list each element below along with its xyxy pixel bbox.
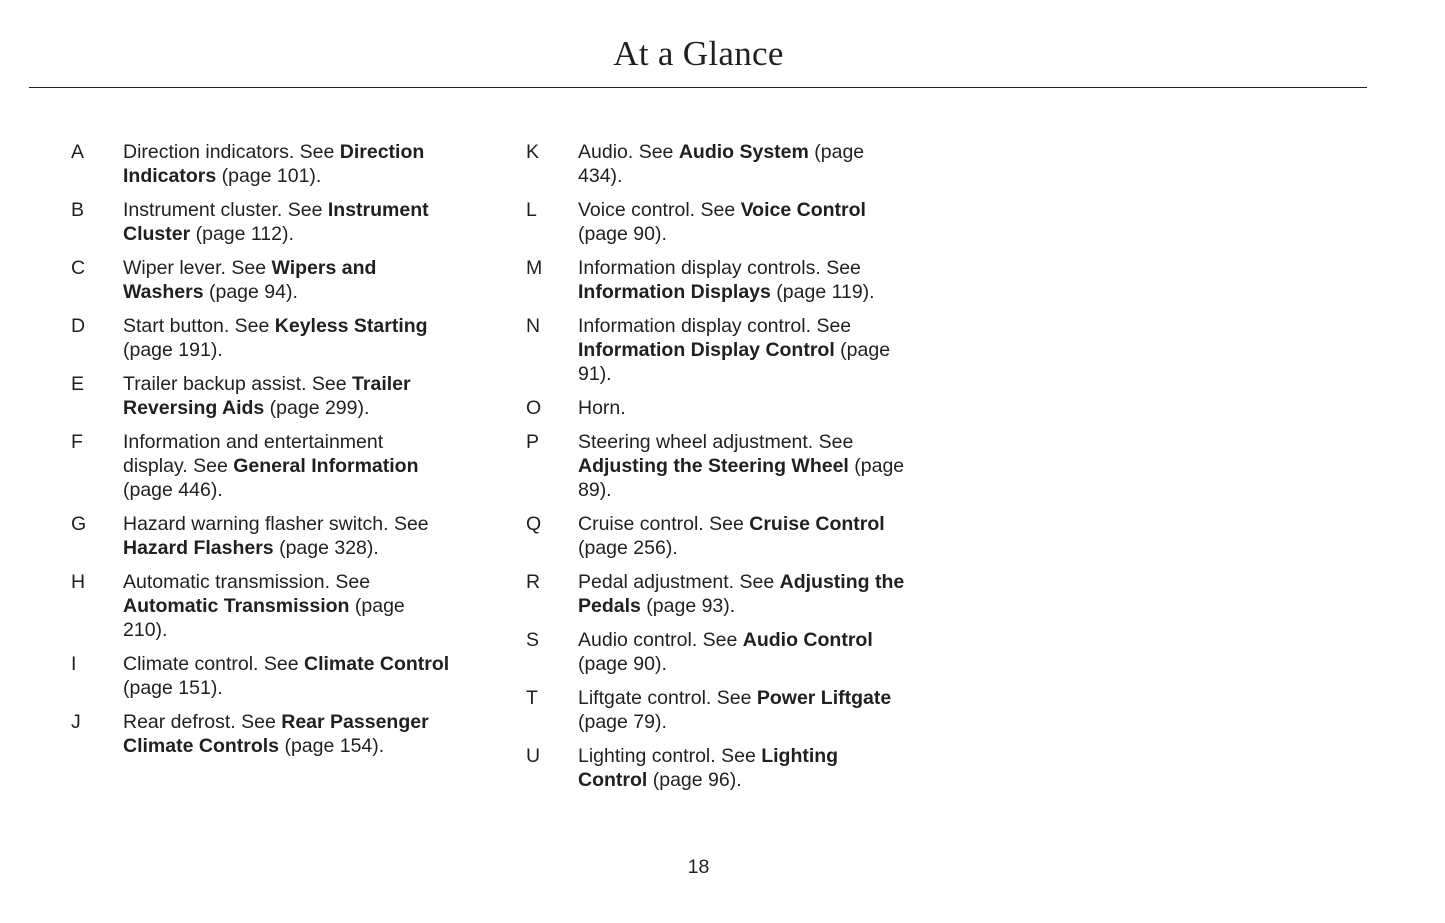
entry-letter: B xyxy=(71,199,85,221)
entry-text: Cruise control. See xyxy=(578,513,750,535)
entry-text: Lighting control. See xyxy=(578,745,762,767)
entry-page-ref: (page 328). xyxy=(273,537,379,559)
entry-description xyxy=(578,140,908,188)
entry-letter: F xyxy=(71,431,83,453)
entry-text: Voice control. See xyxy=(578,199,741,221)
entry-description xyxy=(123,372,453,420)
page-number: 18 xyxy=(687,856,710,878)
legend-entry-s xyxy=(526,628,908,676)
entry-text: Information display control. See xyxy=(578,315,852,337)
entry-reference-link: Power Liftgate xyxy=(756,687,892,709)
legend-entry-f xyxy=(71,430,453,502)
page-title: At a Glance xyxy=(613,34,784,73)
legend-entry-m xyxy=(526,256,908,304)
entry-description xyxy=(578,256,908,304)
legend-entry-r xyxy=(526,570,908,618)
entry-letter: M xyxy=(526,257,543,279)
legend-entry-l xyxy=(526,198,908,246)
entry-text: Climate control. See xyxy=(123,653,304,675)
entry-reference-link: Adjusting the Steering Wheel xyxy=(578,455,849,477)
entry-reference-link: Trailer Reversing Aids xyxy=(123,373,411,419)
entry-reference-link: Voice Control xyxy=(740,199,866,221)
entry-reference-link: Lighting Control xyxy=(578,745,839,791)
entry-text: Instrument cluster. See xyxy=(123,199,328,221)
header-rule xyxy=(29,87,1367,88)
entry-description xyxy=(578,430,908,502)
entry-letter: P xyxy=(526,431,540,453)
entry-letter: O xyxy=(526,397,542,419)
legend-entry-u xyxy=(526,744,908,792)
entry-letter: U xyxy=(526,745,541,767)
entry-letter: E xyxy=(71,373,85,395)
entry-description xyxy=(123,710,453,758)
entry-letter: I xyxy=(71,653,77,675)
entry-reference-link: Wipers and Washers xyxy=(123,257,377,303)
entry-reference-link: General Information xyxy=(233,455,419,477)
entry-description xyxy=(578,744,908,792)
entry-reference-link: Information Display Control xyxy=(578,339,835,361)
entry-page-ref: (page 91). xyxy=(578,339,891,385)
entry-page-ref: (page 191). xyxy=(123,339,223,361)
legend-entry-b xyxy=(71,198,453,246)
entry-description xyxy=(123,430,453,502)
entry-reference-link: Audio System xyxy=(678,141,809,163)
entry-reference-link: Direction Indicators xyxy=(123,141,425,187)
entry-reference-link: Cruise Control xyxy=(749,513,885,535)
entry-letter: D xyxy=(71,315,86,337)
legend-entry-t xyxy=(526,686,908,734)
legend-entry-g xyxy=(71,512,453,560)
entry-description xyxy=(578,570,908,618)
legend-column-left xyxy=(71,140,453,768)
entry-text: Trailer backup assist. See xyxy=(123,373,353,395)
legend-entry-e xyxy=(71,372,453,420)
entry-text: Direction indicators. See xyxy=(123,141,340,163)
entry-reference-link: Automatic Transmission xyxy=(123,595,350,617)
entry-page-ref: (page 151). xyxy=(123,677,223,699)
entry-letter: H xyxy=(71,571,86,593)
entry-letter: A xyxy=(71,141,85,163)
entry-reference-link: Climate Control xyxy=(304,653,450,675)
entry-description xyxy=(123,256,453,304)
entry-reference-link: Instrument Cluster xyxy=(123,199,429,245)
entry-text: Steering wheel adjustment. See xyxy=(578,431,854,453)
entry-page-ref: (page 90). xyxy=(578,223,667,245)
entry-text: Start button. See xyxy=(123,315,275,337)
legend-entry-q xyxy=(526,512,908,560)
entry-text: Information display controls. See xyxy=(578,257,861,279)
entry-description xyxy=(578,512,908,560)
entry-letter: Q xyxy=(526,513,542,535)
legend-entry-d xyxy=(71,314,453,362)
entry-description xyxy=(123,570,453,642)
entry-description xyxy=(578,686,908,734)
entry-page-ref: (page 96). xyxy=(647,769,742,791)
entry-description xyxy=(578,396,908,420)
entry-description xyxy=(578,198,908,246)
entry-page-ref: (page 89). xyxy=(578,455,905,501)
legend-entry-o xyxy=(526,396,908,420)
entry-letter: C xyxy=(71,257,86,279)
entry-page-ref: (page 210). xyxy=(123,595,405,641)
legend-column-right xyxy=(526,140,908,802)
entry-page-ref: (page 256). xyxy=(578,537,678,559)
legend-entry-i xyxy=(71,652,453,700)
entry-letter: J xyxy=(71,711,81,733)
entry-reference-link: Hazard Flashers xyxy=(123,537,274,559)
entry-text: Automatic transmission. See xyxy=(123,571,371,593)
entry-page-ref: (page 119). xyxy=(770,281,875,303)
entry-page-ref: (page 299). xyxy=(264,397,370,419)
legend-entry-n xyxy=(526,314,908,386)
entry-page-ref: (page 112). xyxy=(190,223,294,245)
entry-letter: N xyxy=(526,315,541,337)
legend-entry-k xyxy=(526,140,908,188)
entry-text: Audio. See xyxy=(578,141,679,163)
entry-page-ref: (page 434). xyxy=(578,141,865,187)
entry-page-ref: (page 154). xyxy=(279,735,385,757)
entry-description xyxy=(578,628,908,676)
entry-description xyxy=(123,140,453,188)
entry-reference-link: Adjusting the Pedals xyxy=(578,571,905,617)
entry-page-ref: (page 94). xyxy=(203,281,298,303)
entry-description xyxy=(123,512,453,560)
entry-description xyxy=(123,198,453,246)
entry-page-ref: (page 90). xyxy=(578,653,667,675)
entry-text: Audio control. See xyxy=(578,629,743,651)
entry-page-ref: (page 101). xyxy=(216,165,322,187)
entry-letter: K xyxy=(526,141,540,163)
entry-description xyxy=(123,652,453,700)
entry-page-ref: (page 79). xyxy=(578,711,667,733)
entry-text: Pedal adjustment. See xyxy=(578,571,780,593)
legend-entry-a xyxy=(71,140,453,188)
legend-entry-j xyxy=(71,710,453,758)
entry-text: Horn. xyxy=(578,397,626,419)
entry-text: Wiper lever. See xyxy=(123,257,272,279)
entry-letter: L xyxy=(526,199,537,221)
entry-reference-link: Audio Control xyxy=(742,629,873,651)
entry-reference-link: Information Displays xyxy=(578,281,771,303)
entry-reference-link: Keyless Starting xyxy=(274,315,428,337)
entry-text: Information and entertainment display. See xyxy=(123,431,384,477)
entry-text: Liftgate control. See xyxy=(578,687,757,709)
entry-reference-link: Rear Passenger Climate Controls xyxy=(123,711,429,757)
entry-letter: T xyxy=(526,687,538,709)
entry-text: Rear defrost. See xyxy=(123,711,282,733)
legend-entry-c xyxy=(71,256,453,304)
entry-page-ref: (page 446). xyxy=(123,479,223,501)
legend-entry-h xyxy=(71,570,453,642)
entry-description xyxy=(123,314,453,362)
entry-text: Hazard warning flasher switch. See xyxy=(123,513,429,535)
entry-letter: R xyxy=(526,571,541,593)
entry-page-ref: (page 93). xyxy=(640,595,736,617)
legend-entry-p xyxy=(526,430,908,502)
entry-letter: S xyxy=(526,629,540,651)
entry-description xyxy=(578,314,908,386)
entry-letter: G xyxy=(71,513,87,535)
